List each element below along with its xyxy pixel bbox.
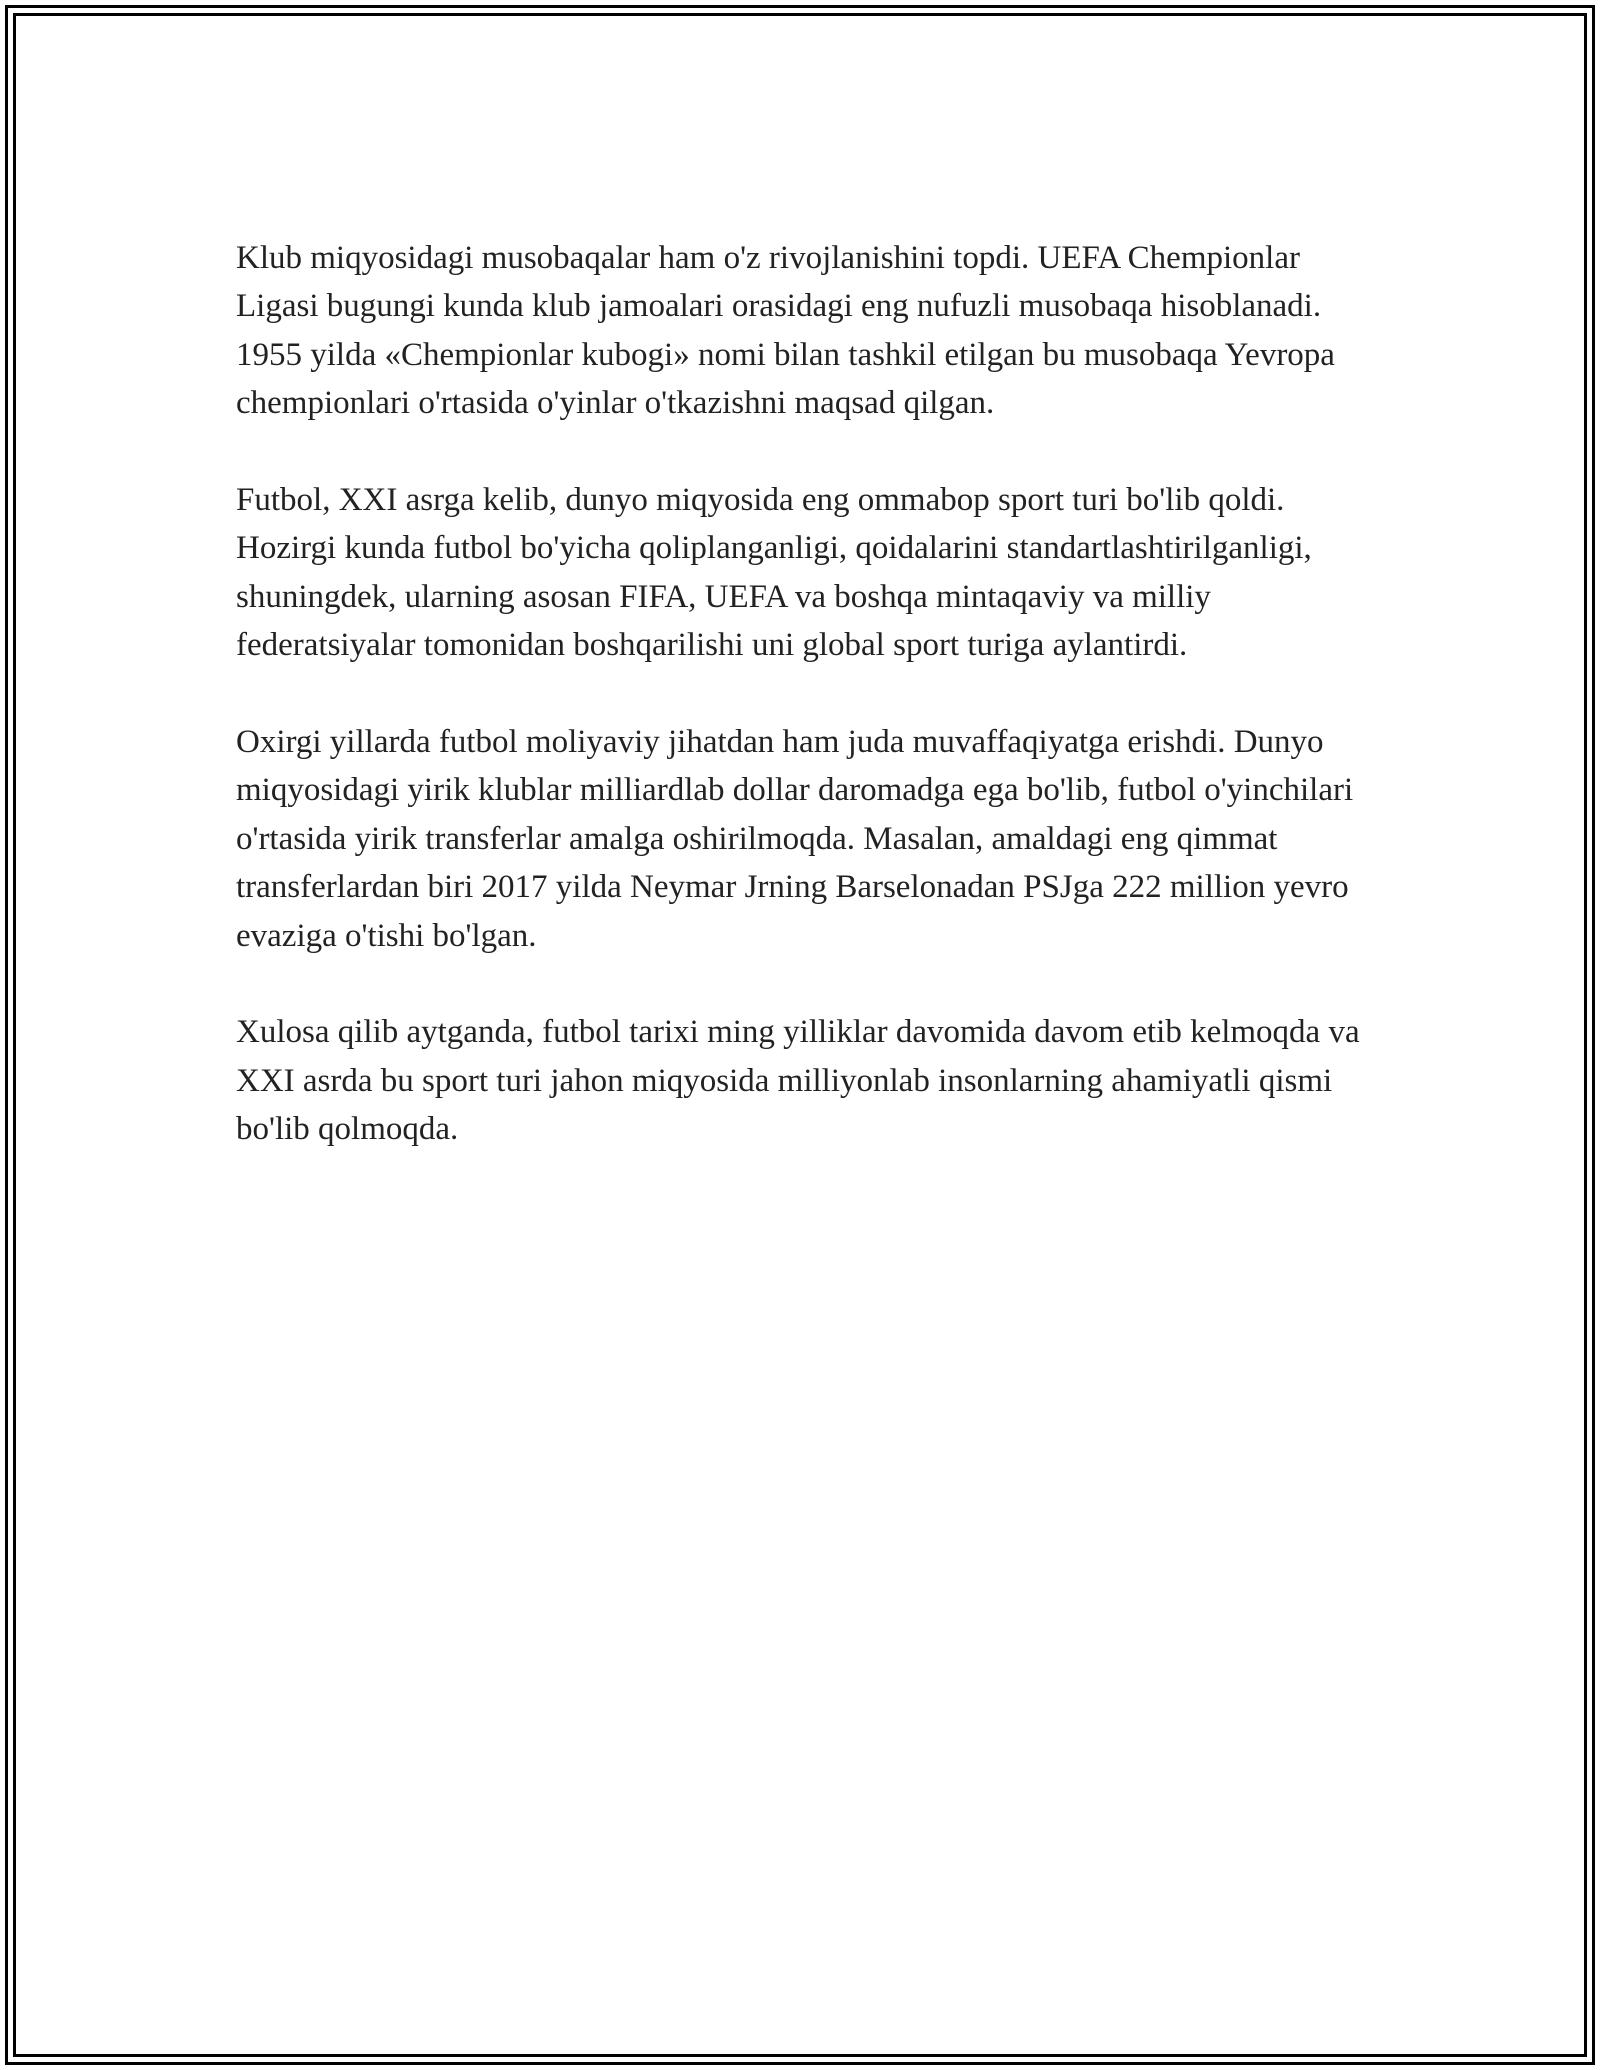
document-body — [236, 234, 1376, 1202]
paragraph-conclusion: Xulosa qilib aytganda, futbol tarixi ming yilliklar davomida davom etib kelmoqda va XXI asrda bu sport turi jahon miqyosida milliyonlab insonlarning ahamiyatli qismi bo'lib qolmoqda. — [236, 1014, 1360, 1148]
paragraph-financial-success: Oxirgi yillarda futbol moliyaviy jihatdan ham juda muvaffaqiyatga erishdi. Dunyo miqyosidagi yirik klublar milliardlab dollar daromadga ega bo'lib, futbol o'yinchilari o'rtasida yirik transferlar amalga oshirilmoqda. Masalan, amaldagi eng qimmat transferlardan biri 2017 yilda Neymar Jrning Barselonadan PSJga 222 million yevro evaziga o'tishi bo'lgan. — [236, 724, 1354, 954]
paragraph-club-competitions: Klub miqyosidagi musobaqalar ham o'z rivojlanishini topdi. UEFA Chempionlar Ligasi bugungi kunda klub jamoalari orasidagi eng nufuzli musobaqa hisoblanadi. 1955 yilda «Chempionlar kubogi» nomi bilan tashkil etilgan bu musobaqa Yevropa chempionlari o'rtasida o'yinlar o'tkazishni maqsad qilgan. — [236, 240, 1335, 422]
paragraph-global-popularity: Futbol, XXI asrga kelib, dunyo miqyosida eng ommabop sport turi bo'lib qoldi. Hozirgi kunda futbol bo'yicha qoliplanganligi, qoidalarini standartlashtirilganligi, shuningdek, ularning asosan FIFA, UEFA va boshqa mintaqaviy va milliy federatsiyalar tomonidan boshqarilishi uni global sport turiga aylantirdi. — [236, 482, 1312, 664]
